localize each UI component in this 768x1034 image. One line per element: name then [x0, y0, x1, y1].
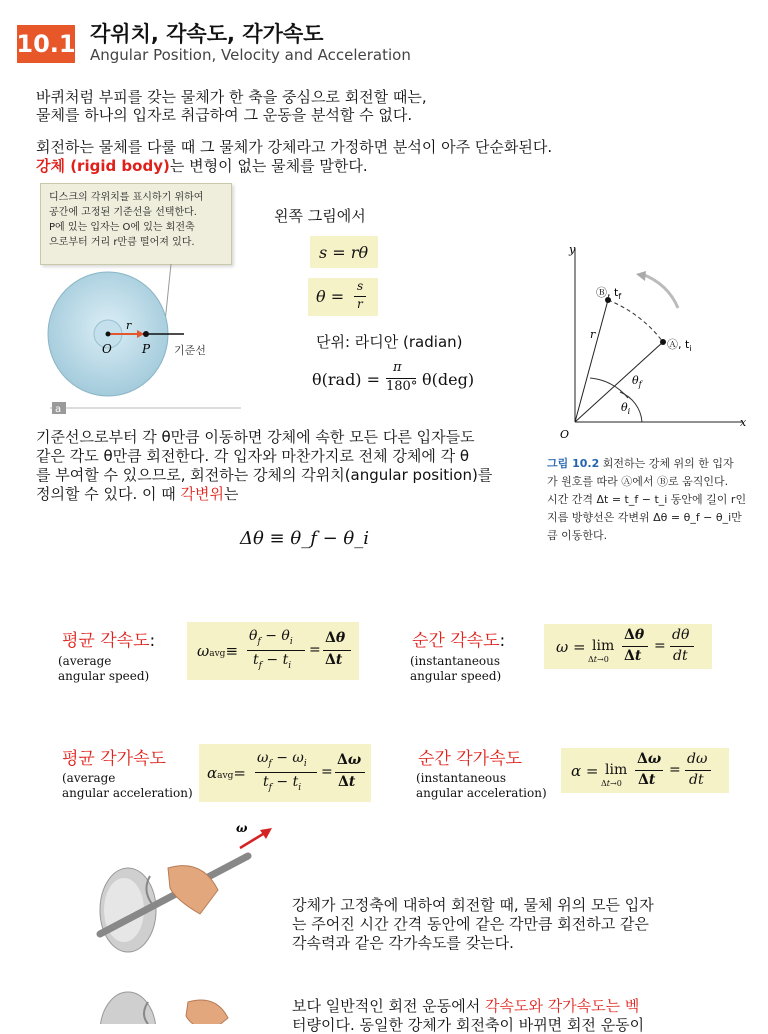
- disk-figure: [36, 262, 246, 422]
- conversion-num: π: [393, 360, 402, 375]
- section-title: 각위치, 각속도, 각가속도: [90, 22, 324, 46]
- figure-10-2: [550, 238, 760, 443]
- conversion-lhs: θ(rad) =: [312, 370, 381, 389]
- origin-label: O: [560, 428, 570, 441]
- theta-f-label: $\theta_f$: [632, 374, 642, 389]
- equals: =: [669, 762, 681, 778]
- arc-path: [608, 300, 663, 342]
- rigid-body-term: 강체 (rigid body): [36, 157, 170, 175]
- rotation-arrow: [642, 274, 678, 308]
- rigid-fixed-axis-line-2: 는 주어진 시간 간격 동안에 같은 각만큼 회전하고 같은: [292, 915, 649, 933]
- caption-line: 시간 간격 Δt = t_f − t_i 동안에 길이 r인: [547, 493, 747, 506]
- fraction-num: Δθ: [325, 630, 346, 646]
- fraction-den: Δt: [338, 774, 356, 790]
- rotation-illustration: [90, 818, 280, 1024]
- intro-line-3: 회전하는 물체를 다룰 때 그 물체가 강체라고 가정하면 분석이 아주 단순화된다.: [36, 138, 553, 156]
- label-O: O: [102, 342, 112, 356]
- fraction-num: Δθ: [624, 627, 645, 643]
- fraction-num: Δω: [337, 752, 362, 768]
- fraction-num: dθ: [672, 627, 690, 643]
- fraction-bar: [685, 770, 711, 771]
- formula-conversion: [312, 360, 512, 400]
- angpos-text: 정의할 수 있다. 이 때: [36, 485, 181, 503]
- omega-avg: ωavg≡: [197, 642, 239, 660]
- avg-angular-accel-label: 평균 각가속도: [62, 749, 166, 769]
- x-axis-label: x: [740, 416, 747, 429]
- caption-line: 가 원호를 따라 Ⓐ에서 Ⓑ로 움직인다.: [547, 475, 729, 488]
- inst-angular-accel-label: 순간 각가속도: [418, 749, 522, 769]
- omega-vector-label: ω: [236, 821, 248, 835]
- fraction-bar: [247, 650, 305, 651]
- reference-line-label: 기준선: [174, 344, 206, 357]
- alpha-avg: αavg=: [207, 764, 246, 782]
- equals: =: [321, 764, 333, 780]
- point-b-label: Ⓑ, $t_f$: [596, 286, 622, 301]
- unit-text: 단위: 라디안 (radian): [316, 333, 463, 351]
- angpos-line-1: 기준선으로부터 각 θ만큼 이동하면 강체에 속한 모든 다른 입자들도: [36, 428, 475, 446]
- hand-2: [186, 1000, 228, 1024]
- fraction-num: Δω: [637, 751, 662, 767]
- point-a: [660, 339, 666, 345]
- formula-theta-den: r: [357, 297, 363, 311]
- alpha: α =: [571, 762, 599, 780]
- inst-angular-accel-en: (instantaneous angular acceleration): [416, 771, 547, 800]
- general-rotation-line-2: 터량이다. 동일한 강체가 회전축이 바뀌면 회전 운동이: [292, 1016, 645, 1034]
- fraction-den: Δt: [624, 648, 642, 664]
- formula-theta: [308, 278, 378, 316]
- fraction-bar: [622, 646, 648, 647]
- inst-angular-speed-label: 순간 각속도:: [412, 631, 506, 651]
- fraction-num: $\omega_f - \omega_i$: [257, 750, 307, 769]
- relations-intro: 왼쪽 그림에서: [274, 207, 366, 225]
- general-rotation-text: 보다 일반적인 회전 운동에서: [292, 997, 485, 1015]
- theta-i-label: $\theta_i$: [621, 401, 631, 416]
- formula-theta-num: s: [357, 279, 364, 293]
- angpos-text: 는: [224, 485, 239, 503]
- y-axis-label: y: [569, 243, 576, 256]
- radial-line-a: [575, 342, 663, 422]
- formula-inst-angular-accel: [561, 748, 729, 793]
- theta-f-arc: [590, 378, 628, 398]
- figure-caption: [547, 455, 762, 545]
- formula-s-r-theta: s = rθ: [319, 243, 369, 262]
- fraction-bar: [255, 772, 317, 773]
- label-r: r: [126, 319, 132, 332]
- fraction-den: $t_f - t_i$: [253, 652, 292, 671]
- radial-line-b: [575, 300, 608, 422]
- point-a-label: Ⓐ, $t_i$: [667, 338, 692, 353]
- lim: lim: [592, 638, 615, 654]
- equals: =: [309, 642, 321, 658]
- angpos-line-2: 같은 각도 θ만큼 회전한다. 각 입자와 마찬가지로 전체 강체에 각 θ: [36, 447, 470, 465]
- formula-arc-length: [310, 236, 378, 268]
- point-O: [106, 332, 111, 337]
- fraction-den: Δt: [325, 652, 343, 668]
- fraction-den: $t_f - t_i$: [263, 774, 302, 793]
- rigid-fixed-axis-line-3: 각속력과 같은 각가속도를 갖는다.: [292, 934, 514, 952]
- fraction-den: Δt: [638, 772, 656, 788]
- callout-line: 공간에 고정된 기준선을 선택한다.: [49, 207, 197, 218]
- conversion-den: 180°: [386, 379, 418, 394]
- callout-line: P에 있는 입자는 O에 있는 회전축: [49, 222, 195, 233]
- avg-angular-speed-label: 평균 각속도:: [62, 631, 156, 651]
- lim: lim: [605, 762, 628, 778]
- caption-line: 큼 이동한다.: [547, 529, 608, 542]
- callout-line: 으로부터 거리 r만큼 떨어져 있다.: [49, 237, 195, 248]
- fraction-den: dt: [689, 772, 704, 788]
- callout-line: 디스크의 각위치를 표시하기 위하여: [49, 192, 204, 203]
- angpos-line-3: 를 부여할 수 있으므로, 회전하는 강체의 각위치(angular position)를: [36, 466, 493, 484]
- section-number: 10.1: [16, 30, 76, 58]
- vector-quantity-term: 각속도와 각가속도는 벡: [484, 997, 640, 1015]
- lim-sub: Δt→0: [588, 655, 609, 664]
- fraction-bar: [335, 772, 365, 773]
- intro-line-2: 물체를 하나의 입자로 취급하여 그 운동을 분석할 수 없다.: [36, 106, 413, 124]
- formula-avg-angular-accel: [199, 744, 371, 802]
- fraction-num: $\theta_f - \theta_i$: [249, 628, 293, 647]
- panel-tag: a: [55, 404, 62, 415]
- lim-sub: Δt→0: [601, 779, 622, 788]
- label-P: P: [142, 342, 151, 356]
- fraction-num: dω: [687, 751, 708, 767]
- rigid-body-text: 는 변형이 없는 물체를 말한다.: [169, 157, 368, 175]
- caption-line: 지름 방향선은 각변위 Δθ = θ_f − θ_i만: [547, 511, 742, 524]
- formula-angular-displacement: Δθ ≡ θ_f − θ_i: [240, 528, 369, 549]
- point-P: [143, 331, 149, 337]
- intro-line-1: 바퀴처럼 부피를 갖는 물체가 한 축을 중심으로 회전할 때는,: [36, 88, 427, 106]
- equals: =: [654, 638, 666, 654]
- avg-angular-speed-en: (average angular speed): [58, 654, 150, 683]
- r-label: r: [590, 328, 596, 341]
- section-number-badge: [17, 25, 75, 63]
- general-rotation-line-1: [292, 997, 639, 1015]
- fraction-den: dt: [673, 648, 688, 664]
- section-subtitle: Angular Position, Velocity and Acceleration: [90, 46, 411, 64]
- rigid-fixed-axis-line-1: 강체가 고정축에 대하여 회전할 때, 물체 위의 모든 입자: [292, 896, 654, 914]
- avg-angular-accel-en: (average angular acceleration): [62, 771, 193, 800]
- fraction-bar: [635, 770, 663, 771]
- caption-line: [547, 455, 762, 473]
- inst-angular-speed-en: (instantaneous angular speed): [410, 654, 502, 683]
- formula-theta-lhs: θ =: [316, 287, 345, 306]
- rotation-arrowhead: [636, 271, 646, 281]
- caption-fig-number: 그림 10.2: [547, 457, 600, 470]
- fraction-bar: [323, 650, 351, 651]
- disk-illustration-2: [100, 992, 156, 1024]
- formula-inst-angular-speed: [544, 624, 712, 669]
- conversion-rhs: θ(deg): [422, 370, 475, 389]
- caption-text: 회전하는 강체 위의 한 입자: [602, 457, 734, 470]
- angular-displacement-term: 각변위: [180, 485, 225, 503]
- figure-callout: [40, 183, 232, 265]
- rigid-body-definition: [36, 157, 368, 175]
- formula-avg-angular-speed: [187, 622, 359, 680]
- angpos-line-4: [36, 485, 239, 503]
- fraction-bar: [670, 646, 694, 647]
- omega: ω =: [556, 638, 586, 656]
